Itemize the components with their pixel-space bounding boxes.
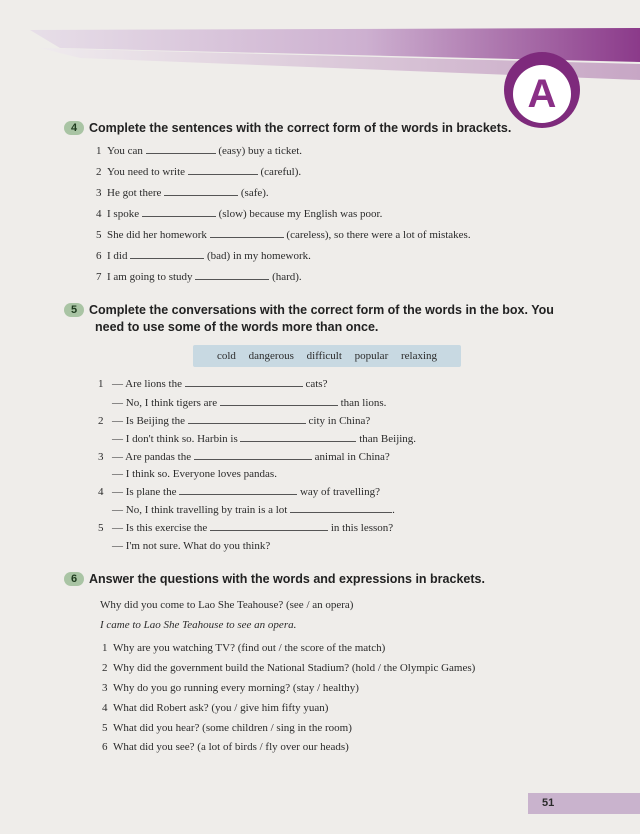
answer-blank[interactable] — [194, 450, 312, 460]
section-5-instruction-2: need to use some of the words more than once. — [95, 320, 379, 334]
list-item: 2 You need to write (careful). — [96, 166, 302, 178]
section-4-heading — [64, 120, 511, 137]
list-item: 5 What did you hear? (some children / sing in the room) — [102, 722, 352, 734]
list-item: 6 What did you see? (a lot of birds / fly over our heads) — [102, 741, 349, 753]
box-word: relaxing — [400, 350, 438, 362]
word-box — [193, 345, 461, 367]
conversation-line: 1 — Are lions the cats? — [98, 378, 328, 390]
answer-blank[interactable] — [210, 228, 284, 238]
example-answer: I came to Lao She Teahouse to see an opera. — [100, 619, 297, 631]
answer-blank[interactable] — [210, 521, 328, 531]
section-6-instruction: Answer the questions with the words and expressions in brackets. — [89, 572, 485, 586]
section-4-instruction: Complete the sentences with the correct form of the words in brackets. — [89, 121, 512, 135]
conversation-line: — No, I think travelling by train is a lot . — [112, 504, 395, 516]
answer-blank[interactable] — [188, 165, 258, 175]
list-item: 2 Why did the government build the National Stadium? (hold / the Olympic Games) — [102, 662, 476, 674]
example-question: Why did you come to Lao She Teahouse? (see / an opera) — [100, 599, 354, 611]
conversation-line: 4 — Is plane the way of travelling? — [98, 486, 380, 498]
section-4-number: 4 — [64, 121, 84, 135]
module-letter: A — [527, 72, 557, 116]
conversation-line: — I'm not sure. What do you think? — [112, 540, 271, 552]
answer-blank[interactable] — [164, 186, 238, 196]
conversation-line: 2 — Is Beijing the city in China? — [98, 415, 371, 427]
answer-blank[interactable] — [179, 485, 297, 495]
section-6-number: 6 — [64, 572, 84, 586]
list-item: 5 She did her homework (careless), so there were a lot of mistakes. — [96, 229, 471, 241]
list-item: 1 Why are you watching TV? (find out / the score of the match) — [102, 642, 386, 654]
box-word: popular — [354, 350, 389, 362]
answer-blank[interactable] — [195, 270, 269, 280]
list-item: 4 What did Robert ask? (you / give him fifty yuan) — [102, 702, 329, 714]
conversation-line: — I think so. Everyone loves pandas. — [112, 468, 277, 480]
list-item: 4 I spoke (slow) because my English was poor. — [96, 208, 383, 220]
box-word: difficult — [306, 350, 342, 362]
list-item: 6 I did (bad) in my homework. — [96, 250, 311, 262]
section-5-heading — [64, 302, 554, 336]
conversation-line: — No, I think tigers are than lions. — [112, 397, 387, 409]
list-item: 3 Why do you go running every morning? (stay / healthy) — [102, 682, 359, 694]
box-word: cold — [216, 350, 236, 362]
page-number: 51 — [528, 793, 640, 814]
conversation-line: 3 — Are pandas the animal in China? — [98, 451, 390, 463]
section-5-number: 5 — [64, 303, 84, 317]
revision-module-badge — [498, 38, 594, 134]
conversation-line: — I don't think so. Harbin is than Beijing. — [112, 433, 417, 445]
answer-blank[interactable] — [185, 377, 303, 387]
section-5-instruction-1: Complete the conversations with the correct form of the words in the box. You — [89, 303, 554, 317]
list-item: 3 He got there (safe). — [96, 187, 269, 199]
answer-blank[interactable] — [142, 207, 216, 217]
box-word: dangerous — [248, 350, 294, 362]
answer-blank[interactable] — [220, 396, 338, 406]
answer-blank[interactable] — [130, 249, 204, 259]
list-item: 7 I am going to study (hard). — [96, 271, 302, 283]
conversation-line: 5 — Is this exercise the in this lesson? — [98, 522, 394, 534]
answer-blank[interactable] — [290, 503, 392, 513]
answer-blank[interactable] — [146, 144, 216, 154]
list-item: 1 You can (easy) buy a ticket. — [96, 145, 303, 157]
answer-blank[interactable] — [240, 432, 356, 442]
section-6-heading — [64, 571, 485, 588]
answer-blank[interactable] — [188, 414, 306, 424]
